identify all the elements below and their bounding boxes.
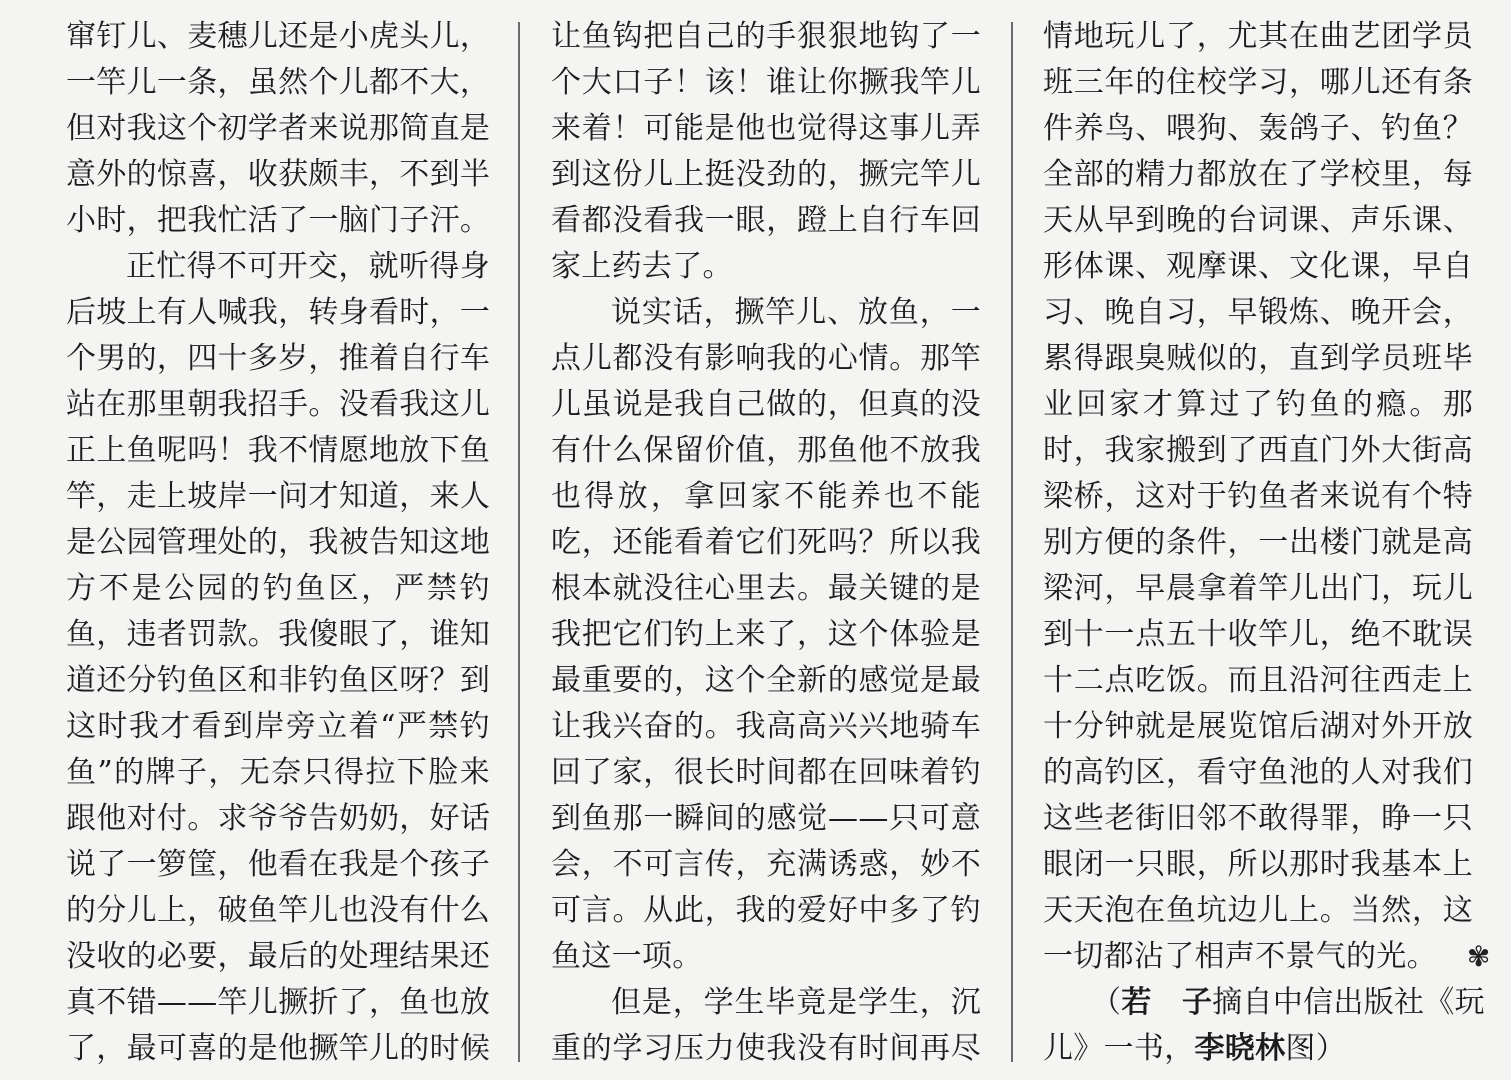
text-line: 小时，把我忙活了一脑门子汗。 bbox=[66, 203, 491, 238]
text-line: 鱼这一项。 bbox=[551, 939, 703, 974]
text-line: 到这份儿上挺没劲的，撅完竿儿 bbox=[551, 157, 981, 192]
text-line: 但对我这个初学者来说那简直是 bbox=[66, 111, 491, 146]
text-line: 重的学习压力使我没有时间再尽 bbox=[551, 1031, 981, 1066]
text-line: 儿虽说是我自己做的，但真的没 bbox=[551, 387, 981, 422]
text-line: 窜钉儿、麦穗儿还是小虎头儿， bbox=[66, 19, 491, 54]
source-text-end: 儿》一书， bbox=[1043, 1031, 1195, 1066]
text-line: 鱼”的牌子，无奈只得拉下脸来 bbox=[66, 755, 490, 790]
text-line: 回了家，很长时间都在回味着钓 bbox=[551, 755, 981, 790]
illustrator-name: 李晓林 bbox=[1194, 1031, 1286, 1066]
text-line: 让鱼钩把自己的手狠狠地钩了一 bbox=[551, 19, 981, 54]
text-line: 说了一箩筐，他看在我是个孩子 bbox=[66, 847, 491, 882]
text-line: 眼闭一只眼，所以那时我基本上 bbox=[1043, 847, 1473, 882]
column-divider bbox=[518, 22, 520, 1062]
article-column-3 bbox=[1043, 14, 1491, 1072]
text-line: 件养鸟、喂狗、轰鸽子、钓鱼？ bbox=[1043, 111, 1473, 146]
text-line: 习、晚自习，早锻炼、晚开会， bbox=[1043, 295, 1473, 330]
text-line: 形体课、观摩课、文化课，早自 bbox=[1043, 249, 1473, 284]
text-line: 天从早到晚的台词课、声乐课、 bbox=[1043, 203, 1473, 238]
text-line: 真不错——竿儿撅折了，鱼也放 bbox=[66, 985, 491, 1020]
text-line: 我把它们钓上来了，这个体验是 bbox=[551, 617, 981, 652]
text-line: 班三年的住校学习，哪儿还有条 bbox=[1043, 65, 1473, 100]
text-line: 的分儿上，破鱼竿儿也没有什么 bbox=[66, 893, 491, 928]
text-line: 全部的精力都放在了学校里，每 bbox=[1043, 157, 1473, 192]
text-line: 个男的，四十多岁，推着自行车 bbox=[66, 341, 491, 376]
credit-close: 图） bbox=[1285, 1031, 1347, 1066]
text-line: 跟他对付。求爷爷告奶奶，好话 bbox=[66, 801, 491, 836]
text-line: 方不是公园的钓鱼区，严禁钓 bbox=[66, 571, 490, 606]
text-line: 家上药去了。 bbox=[551, 249, 733, 284]
text-line: 到十一点五十收竿儿，绝不耽误 bbox=[1043, 617, 1473, 652]
text-line: 情地玩儿了，尤其在曲艺团学员 bbox=[1043, 19, 1473, 54]
text-line: 了，最可喜的是他撅竿儿的时候 bbox=[66, 1031, 491, 1066]
text-line: 正上鱼呢吗！我不情愿地放下鱼 bbox=[66, 433, 491, 468]
text-line: 吃，还能看着它们死吗？所以我 bbox=[551, 525, 981, 560]
text-line: 这时我才看到岸旁立着“严禁钓 bbox=[66, 709, 490, 744]
flower-ornament-icon: ✾ bbox=[1466, 940, 1491, 973]
text-line: 时，我家搬到了西直门外大街高 bbox=[1043, 433, 1473, 468]
text-line: 别方便的条件，一出楼门就是高 bbox=[1043, 525, 1473, 560]
text-line: 十二点吃饭。而且沿河往西走上 bbox=[1043, 663, 1473, 698]
column-divider bbox=[1011, 22, 1013, 1062]
credit-open-paren: （ bbox=[1091, 985, 1122, 1020]
article-column-1 bbox=[66, 14, 490, 1072]
text-line: 有什么保留价值，那鱼他不放我 bbox=[551, 433, 981, 468]
text-line: 天天泡在鱼坑边儿上。当然，这 bbox=[1043, 893, 1473, 928]
text-line: 是公园管理处的，我被告知这地 bbox=[66, 525, 491, 560]
text-line: 一切都沾了相声不景气的光。 bbox=[1043, 939, 1437, 974]
text-line: 来着！可能是他也觉得这事儿弄 bbox=[551, 111, 981, 146]
author-name: 若 子 bbox=[1121, 985, 1213, 1020]
text-line: 最重要的，这个全新的感觉是最 bbox=[551, 663, 981, 698]
text-line: 业回家才算过了钓鱼的瘾。那 bbox=[1043, 387, 1473, 422]
text-line: 让我兴奋的。我高高兴兴地骑车 bbox=[551, 709, 981, 744]
text-line: 但是，学生毕竟是学生，沉 bbox=[611, 985, 981, 1020]
text-line: 站在那里朝我招手。没看我这儿 bbox=[66, 387, 491, 422]
text-line: 个大口子！该！谁让你撅我竿儿 bbox=[551, 65, 981, 100]
text-line: 的高钓区，看守鱼池的人对我们 bbox=[1043, 755, 1473, 790]
text-line: 可言。从此，我的爱好中多了钓 bbox=[551, 893, 981, 928]
text-line: 正忙得不可开交，就听得身 bbox=[126, 249, 490, 284]
article-column-2 bbox=[551, 14, 981, 1072]
text-line: 梁河，早晨拿着竿儿出门，玩儿 bbox=[1043, 571, 1473, 606]
text-line: 后坡上有人喊我，转身看时，一 bbox=[66, 295, 491, 330]
text-line: 梁桥，这对于钓鱼者来说有个特 bbox=[1043, 479, 1473, 514]
end-line bbox=[1043, 934, 1491, 980]
text-line: 道还分钓鱼区和非钓鱼区呀？到 bbox=[66, 663, 491, 698]
text-line: 根本就没往心里去。最关键的是 bbox=[551, 571, 981, 606]
credit-line-2 bbox=[1043, 1026, 1473, 1072]
text-line: 鱼，违者罚款。我傻眼了，谁知 bbox=[66, 617, 491, 652]
text-line: 意外的惊喜，收获颇丰，不到半 bbox=[66, 157, 491, 192]
text-line: 也得放，拿回家不能养也不能 bbox=[551, 479, 981, 514]
text-line: 这些老街旧邻不敢得罪，睁一只 bbox=[1043, 801, 1473, 836]
text-line: 说实话，撅竿儿、放鱼，一 bbox=[611, 295, 981, 330]
text-line: 竿，走上坡岸一问才知道，来人 bbox=[66, 479, 491, 514]
source-text: 摘自中信出版社《玩 bbox=[1212, 985, 1485, 1020]
text-line: 点儿都没有影响我的心情。那竿 bbox=[551, 341, 981, 376]
text-line: 累得跟臭贼似的，直到学员班毕 bbox=[1043, 341, 1473, 376]
text-line: 一竿儿一条，虽然个儿都不大， bbox=[66, 65, 491, 100]
credit-line bbox=[1043, 980, 1485, 1026]
text-line: 十分钟就是展览馆后湖对外开放 bbox=[1043, 709, 1473, 744]
text-line: 会，不可言传，充满诱惑，妙不 bbox=[551, 847, 981, 882]
text-line: 看都没看我一眼，蹬上自行车回 bbox=[551, 203, 981, 238]
text-line: 到鱼那一瞬间的感觉——只可意 bbox=[551, 801, 981, 836]
text-line: 没收的必要，最后的处理结果还 bbox=[66, 939, 491, 974]
